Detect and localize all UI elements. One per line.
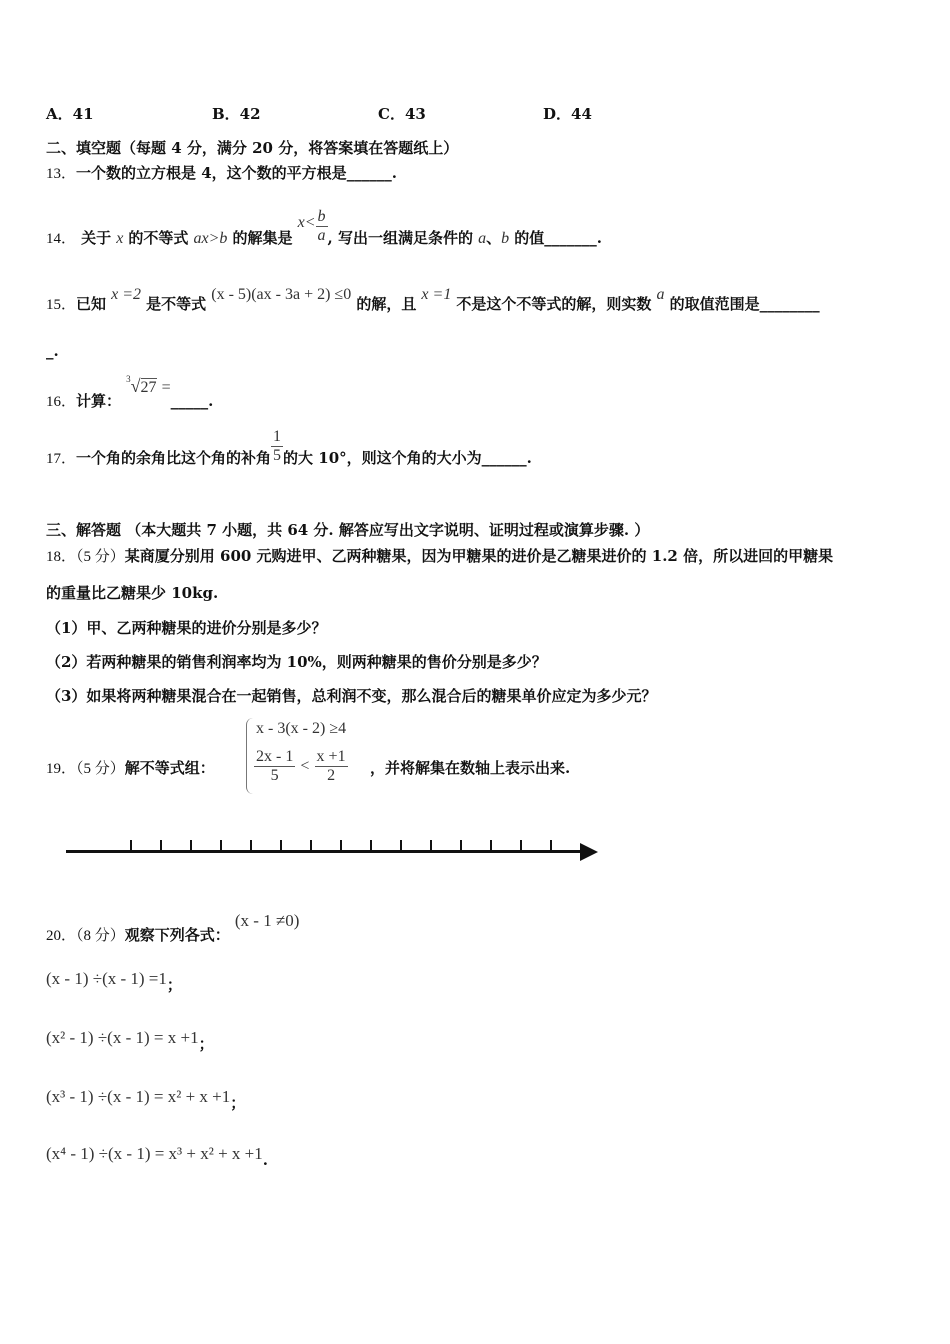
q20-eq3-expr: (x³ - 1) ÷(x - 1) = x² + x +1: [46, 1087, 231, 1106]
option-b: B．42: [212, 105, 261, 123]
q20-equation-1: [46, 968, 182, 994]
q19-frac2: [315, 748, 348, 784]
q18-number: 18．: [46, 549, 77, 565]
section2-title: 二、填空题（每题 4 分，满分 20 分，将答案填在答题纸上）: [46, 139, 459, 157]
option-a: A．41: [46, 105, 94, 123]
q17-fraction: [271, 428, 283, 464]
q14-p5: 的值: [514, 228, 545, 247]
q20-score: （8 分）: [76, 928, 125, 944]
q19-ineq1: x - 3(x - 2) ≥4: [256, 720, 347, 737]
q19-brace: [246, 718, 253, 794]
number-line-tick: [520, 840, 522, 852]
question-18: [46, 545, 833, 566]
q13-text: 一个数的立方根是 4，这个数的平方根是: [76, 164, 347, 182]
q14-blank: _______: [544, 228, 597, 247]
number-line-tick: [280, 840, 282, 852]
q20-eq4-end: .: [262, 1151, 269, 1169]
q17-p2: 的大 10°: [283, 448, 347, 467]
q14-sol-num: b: [317, 208, 326, 225]
q13-number: 13．: [46, 166, 77, 182]
option-d: D．44: [543, 105, 592, 123]
q16-blank: _____: [170, 392, 209, 410]
q17-p1: 一个角的余角比这个角的补角: [76, 448, 272, 467]
q14-b: b: [501, 229, 510, 247]
q14-sol-x: x<: [297, 213, 316, 231]
number-line-tick: [250, 840, 252, 852]
q14-sol-fraction: [316, 208, 328, 244]
q20-eq4-expr: (x⁴ - 1) ÷(x - 1) = x³ + x² + x +1: [46, 1144, 263, 1163]
number-line-axis: [66, 850, 584, 853]
number-line-tick: [160, 840, 162, 852]
q20-eq2-expr: (x² - 1) ÷(x - 1) = x +1: [46, 1028, 199, 1047]
q17-fraction-num: 1: [273, 428, 282, 445]
q13-end: .: [391, 164, 397, 182]
q20-condition: (x - 1 ≠0): [234, 911, 300, 930]
q20-equation-3: [46, 1086, 246, 1112]
q19-ineq2: [254, 748, 348, 784]
q13-blank: ______: [346, 164, 392, 182]
q19-score: （5 分）: [76, 761, 125, 777]
q15-cond1: x =2: [111, 286, 142, 303]
q15-p1: 已知: [76, 295, 107, 313]
q15-a: a: [656, 286, 665, 303]
q20-equation-2: [46, 1027, 214, 1053]
q16-eq: =: [161, 379, 171, 396]
q20-eq1-end: ；: [166, 976, 182, 994]
q14-x: x: [116, 229, 124, 247]
q16-root-index: 3: [126, 373, 131, 384]
q15-p3: 的解，且: [356, 295, 417, 313]
q17-p3: ，则这个角的大小为: [346, 448, 482, 467]
question-13: [46, 162, 397, 183]
number-line: [66, 840, 600, 864]
q19-number: 19．: [46, 761, 77, 777]
q19-frac1: [254, 748, 295, 784]
q14-sol-den: a: [317, 226, 326, 244]
q20-eq1-expr: (x - 1) ÷(x - 1) =1: [46, 969, 167, 988]
question-20: [46, 910, 300, 944]
q14-p3: 的解集是: [232, 228, 293, 247]
q18-line1: 某商厦分别用 600 元购进甲、乙两种糖果，因为甲糖果的进价是乙糖果进价的 1.2 倍，所以进回的甲糖果: [124, 547, 834, 565]
q19-p2: ，并将解集在数轴上表示出来.: [370, 759, 571, 777]
q16-end: .: [208, 392, 214, 410]
q14-p4: , 写出一组满足条件的: [327, 228, 473, 247]
q20-eq3-end: ；: [230, 1094, 246, 1112]
q15-ineq: (x - 5)(ax - 3a + 2) ≤0: [211, 286, 352, 303]
q14-end: .: [596, 228, 602, 247]
number-line-tick: [400, 840, 402, 852]
q16-p1: 计算：: [76, 392, 122, 410]
option-c: C．43: [378, 105, 426, 123]
q19-frac1-den: 5: [270, 766, 279, 784]
section3-title: 三、解答题 （本大题共 7 小题，共 64 分. 解答应写出文字说明、证明过程或演算步骤. ）: [46, 521, 650, 539]
q15-number: 15．: [46, 297, 77, 313]
q19-frac2-num: x +1: [316, 748, 346, 765]
q20-p1: 观察下列各式：: [124, 926, 230, 944]
number-line-tick: [430, 840, 432, 852]
number-line-tick: [370, 840, 372, 852]
q14-p2: 的不等式: [128, 228, 189, 247]
q19-less-than: <: [300, 757, 310, 775]
q19-frac1-num: 2x - 1: [256, 748, 294, 765]
q17-fraction-den: 5: [273, 446, 282, 464]
number-line-tick: [490, 840, 492, 852]
q15-blank-continued: _.: [46, 342, 59, 360]
q17-blank: ______: [481, 448, 527, 467]
q20-eq2-end: ；: [198, 1035, 214, 1053]
q15-p2: 是不等式: [146, 295, 207, 313]
q14-ineq: ax>b: [193, 229, 228, 247]
q14-sep: 、: [486, 228, 502, 247]
q14-p1: 关于: [81, 228, 112, 247]
question-17: [46, 428, 532, 468]
question-15: [46, 283, 820, 313]
question-19: [46, 757, 215, 778]
q18-sub3: （3）如果将两种糖果混合在一起销售，总利润不变，那么混合后的糖果单价应定为多少元？: [46, 687, 657, 705]
number-line-tick: [460, 840, 462, 852]
arrow-right-icon: [580, 842, 600, 862]
question-16: [46, 373, 214, 410]
q15-blank: ________: [759, 295, 820, 313]
number-line-tick: [340, 840, 342, 852]
q15-cond2: x =1: [421, 286, 452, 303]
q16-radical: $^3$√27: [126, 373, 157, 396]
q18-line2: 的重量比乙糖果少 10kg.: [46, 584, 219, 602]
number-line-tick: [310, 840, 312, 852]
q19-p1: 解不等式组：: [124, 759, 215, 777]
q19-frac2-den: 2: [327, 766, 336, 784]
q14-number: 14．: [46, 230, 77, 247]
q16-number: 16．: [46, 394, 77, 410]
q18-score: （5 分）: [76, 549, 125, 565]
number-line-tick: [550, 840, 552, 852]
number-line-tick: [130, 840, 132, 852]
q16-radicand: 27: [140, 379, 157, 396]
q15-p5: 的取值范围是: [669, 295, 760, 313]
question-14: [46, 198, 602, 247]
number-line-tick: [190, 840, 192, 852]
q18-sub1: （1）甲、乙两种糖果的进价分别是多少？: [46, 619, 327, 637]
q17-number: 17．: [46, 450, 77, 467]
q17-end: .: [526, 448, 532, 467]
q15-p4: 不是这个不等式的解，则实数: [456, 295, 652, 313]
q14-a: a: [478, 229, 487, 247]
number-line-tick: [220, 840, 222, 852]
q20-equation-4: [46, 1144, 269, 1169]
q18-sub2: （2）若两种糖果的销售利润率均为 10%，则两种糖果的售价分别是多少？: [46, 653, 547, 671]
q20-number: 20．: [46, 928, 77, 944]
